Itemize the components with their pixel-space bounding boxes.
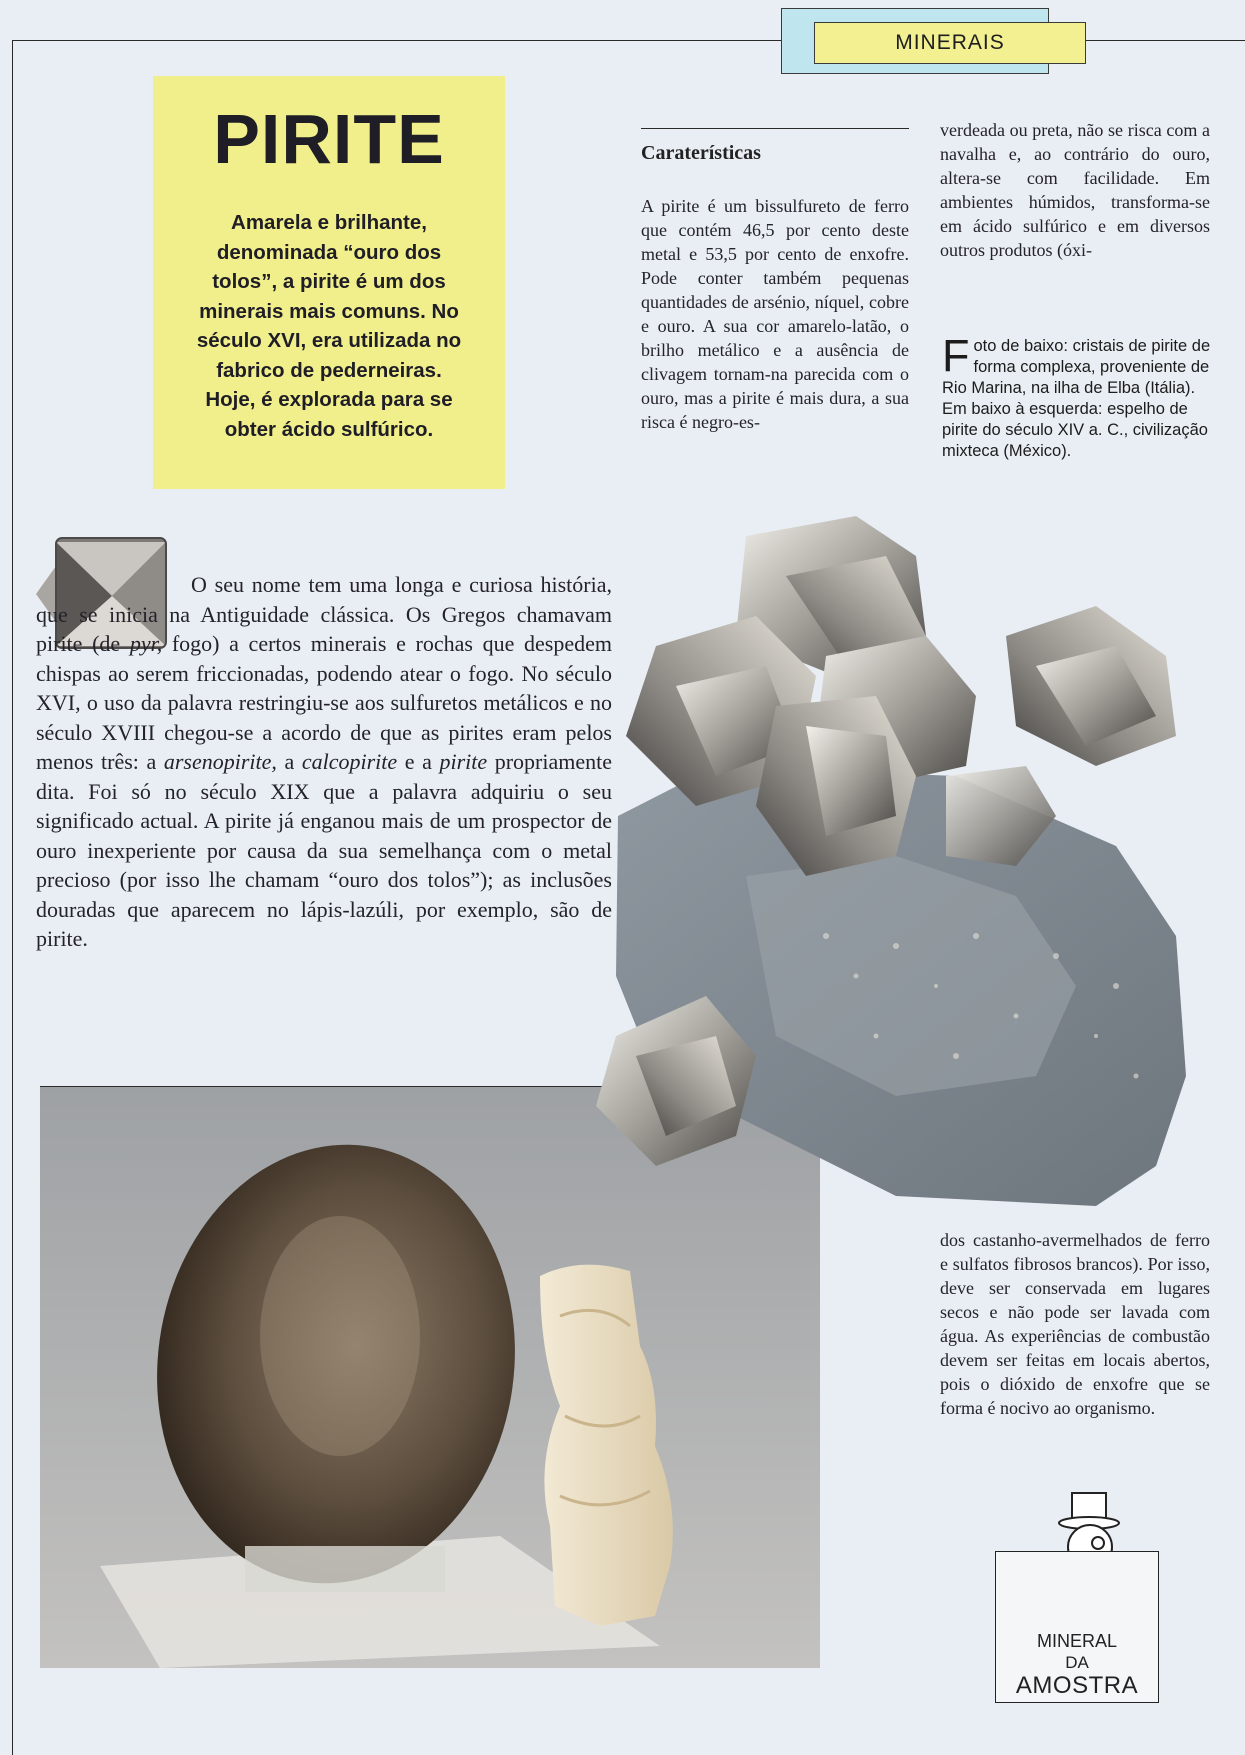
photo-caption bbox=[942, 330, 1212, 462]
mineral-da-amostra-logo bbox=[995, 1551, 1159, 1703]
term-arsenopirite: arsenopirite, bbox=[163, 749, 277, 774]
characteristics-column-1 bbox=[641, 194, 909, 434]
title-box bbox=[153, 76, 505, 489]
characteristics-heading: Caraterísticas bbox=[641, 142, 761, 164]
term-pyr: pyr, bbox=[129, 631, 163, 656]
main-text-part-3: a bbox=[276, 749, 302, 774]
top-border-right bbox=[1086, 40, 1245, 41]
characteristics-text-3: dos castanho-avermelhados de ferro e sulfatos fibrosos brancos). Por isso, deve ser conservada em lugares secos e não pode ser lavada com água. As experiências de combustão devem ser feitas em locais abertos, pois o dióxido de enxofre que se forma é nocivo ao organismo. bbox=[940, 1230, 1210, 1418]
page-title: PIRITE bbox=[213, 100, 445, 178]
logo-line-1: MINERAL bbox=[1036, 1631, 1117, 1651]
main-paragraph bbox=[36, 570, 612, 954]
term-pirite: pirite bbox=[439, 749, 488, 774]
pyrite-crystals-photo bbox=[596, 516, 1200, 1212]
top-border-left bbox=[12, 40, 782, 41]
intro-text: Amarela e brilhante, denominada “ouro dos tolos”, a pirite é um dos minerais mais comuns. No século XVI, era utilizada no fabrico de pederneiras. Hoje, é explorada para se obter ácido sulfúrico. bbox=[196, 211, 462, 441]
logo-line-2: DA bbox=[1065, 1653, 1089, 1672]
characteristics-text-1: A pirite é um bissulfureto de ferro que contém 46,5 por cento deste metal e 53,5 por cento de enxofre. Pode conter também pequenas quantidades de arsénio, níquel, cobre e ouro. A sua cor amarelo-latão, o brilho metálico e a ausência de clivagem tornam-na parecida com o ouro, mas a pirite é mais dura, a sua risca é negro-es- bbox=[641, 196, 909, 432]
main-text-part-5: propriamente dita. Foi só no século XIX que a palavra adquiriu o seu significado actual. A pirite já enganou mais de um prospector de ouro inexperiente por causa da sua semelhança com o metal precioso (por isso lhe chamam “ouro dos tolos”); as inclusões douradas que aparecem no lápis-lazúli, por exemplo, são de pirite. bbox=[36, 749, 612, 951]
logo-line-3: AMOSTRA bbox=[1015, 1672, 1139, 1699]
main-article-text bbox=[36, 570, 612, 954]
main-text-part-1: O seu nome tem uma longa e curiosa história, que se inicia na Antiguidade clássica. Os Gregos chamavam pirite (de bbox=[36, 572, 612, 656]
section-tab bbox=[814, 22, 1086, 64]
caption-dropcap: F bbox=[942, 330, 970, 381]
section-rule bbox=[641, 128, 909, 129]
section-label: MINERAIS bbox=[895, 31, 1005, 54]
characteristics-column-3 bbox=[940, 1228, 1210, 1420]
left-border bbox=[12, 40, 13, 1755]
characteristics-column-2 bbox=[940, 118, 1210, 262]
caption-text: oto de baixo: cristais de pirite de forma complexa, proveniente de Rio Marina, na ilha de Elba (Itália). Em baixo à esquerda: espelho de pirite do século XIV a. C., civilização mixteca (México). bbox=[942, 337, 1211, 460]
term-calcopirite: calcopirite bbox=[301, 749, 398, 774]
main-text-part-2: fogo) a certos minerais e rochas que despedem chispas ao serem friccionadas, podendo atear o fogo. No século XVI, o uso da palavra restringiu-se aos sulfuretos metálicos e no século XVIII chegou-se a acordo de que as pirites eram pelos menos três: a bbox=[36, 631, 612, 774]
characteristics-text-2: verdeada ou preta, não se risca com a navalha e, ao contrário do ouro, altera-se com facilidade. Em ambientes húmidos, transforma-se em ácido sulfúrico e em diversos outros produtos (óxi- bbox=[940, 120, 1210, 260]
main-text-part-4: e a bbox=[397, 749, 440, 774]
